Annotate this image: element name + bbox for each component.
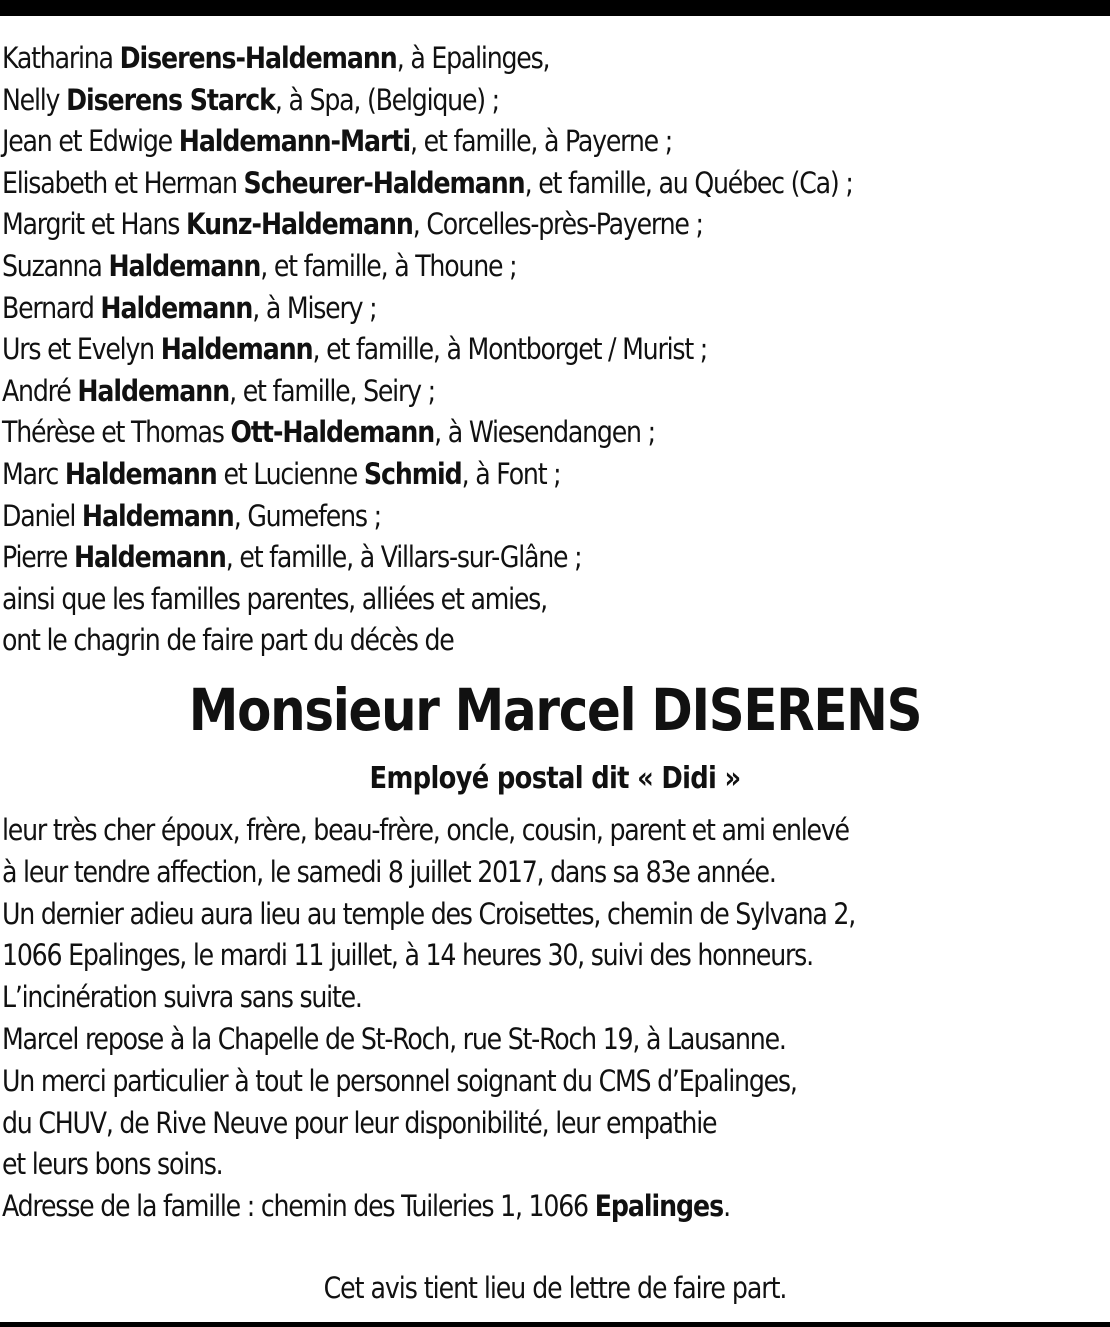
family-line	[2, 288, 964, 330]
line-text: , Gumefens ;	[233, 498, 381, 533]
family-line	[2, 620, 964, 662]
bottom-rule	[0, 1322, 1110, 1327]
line-text: André	[2, 373, 78, 408]
family-line	[2, 38, 964, 80]
closing-note: Cet avis tient lieu de lettre de faire part.	[323, 1271, 787, 1305]
body-line	[2, 935, 964, 977]
line-text: , et famille, au Québec (Ca) ;	[524, 165, 853, 200]
line-text: Urs et Evelyn	[2, 332, 161, 367]
family-line	[2, 204, 964, 246]
body-line	[2, 810, 964, 852]
line-text: , à Misery ;	[252, 290, 377, 325]
line-text: L’incinération suivra sans suite.	[2, 980, 362, 1015]
body-line	[2, 1144, 964, 1186]
line-text: , à Epalinges,	[396, 41, 550, 75]
line-text: à leur tendre affection, le samedi 8 juillet 2017, dans sa 83e année.	[2, 854, 776, 889]
line-text: ont le chagrin de faire part du décès de	[2, 623, 454, 658]
family-line	[2, 496, 964, 538]
deceased-name: Monsieur Marcel DISERENS	[188, 676, 922, 744]
line-text: et Lucienne	[216, 456, 364, 491]
family-line	[2, 329, 964, 371]
top-rule	[0, 0, 1110, 16]
body-line	[2, 852, 964, 894]
line-text: Thérèse et Thomas	[2, 415, 231, 450]
line-text: Pierre	[2, 540, 74, 575]
family-name: Haldemann	[73, 540, 226, 575]
line-text: ainsi que les familles parentes, alliées et amies,	[2, 581, 547, 616]
body-line	[2, 1019, 964, 1061]
family-name: Haldemann	[100, 290, 253, 325]
body-line	[2, 1061, 964, 1103]
line-text: .	[723, 1189, 730, 1224]
family-name: Haldemann	[64, 456, 217, 491]
body-line	[2, 1103, 964, 1145]
line-text: Katharina	[2, 41, 120, 75]
family-line	[2, 246, 964, 288]
line-text: Un dernier adieu aura lieu au temple des Croisettes, chemin de Sylvana 2,	[2, 896, 856, 931]
line-text: , et famille, à Payerne ;	[410, 124, 673, 159]
address-town: Epalinges	[594, 1189, 724, 1224]
family-line	[2, 454, 964, 496]
family-line	[2, 579, 964, 621]
announcement-body	[2, 810, 1108, 1228]
family-name: Kunz-Haldemann	[186, 207, 413, 242]
line-text: leur très cher époux, frère, beau-frère, oncle, cousin, parent et ami enlevé	[2, 813, 849, 847]
line-text: 1066 Epalinges, le mardi 11 juillet, à 14 heures 30, suivi des honneurs.	[2, 938, 813, 973]
line-text: , et famille, à Montborget / Murist ;	[312, 332, 708, 367]
family-name: Haldemann-Marti	[178, 124, 411, 159]
body-line	[2, 894, 964, 936]
line-text: Adresse de la famille : chemin des Tuileries 1, 1066	[2, 1189, 595, 1224]
line-text: , et famille, Seiry ;	[229, 373, 435, 408]
line-text: , et famille, à Thoune ;	[260, 248, 517, 283]
family-line	[2, 412, 964, 454]
family-name: Diserens Starck	[66, 82, 275, 117]
family-name: Haldemann	[81, 498, 234, 533]
line-text: Jean et Edwige	[2, 124, 179, 159]
family-line	[2, 371, 964, 413]
line-text: , Corcelles-près-Payerne ;	[412, 207, 703, 242]
family-name: Ott-Haldemann	[230, 415, 435, 450]
line-text: Margrit et Hans	[2, 207, 187, 242]
line-text: et leurs bons soins.	[2, 1147, 223, 1182]
family-name: Haldemann	[108, 248, 261, 283]
line-text: Un merci particulier à tout le personnel soignant du CMS d’Epalinges,	[2, 1063, 797, 1098]
family-name: Haldemann	[160, 332, 313, 367]
family-name: Haldemann	[77, 373, 230, 408]
line-text: Elisabeth et Herman	[2, 165, 244, 200]
family-line	[2, 80, 964, 122]
family-line	[2, 163, 964, 205]
family-name: Diserens-Haldemann	[119, 41, 397, 75]
family-line	[2, 537, 964, 579]
family-line	[2, 121, 964, 163]
deceased-subtitle: Employé postal dit « Didi »	[369, 761, 741, 796]
line-text: Daniel	[2, 498, 82, 533]
line-text: Marcel repose à la Chapelle de St-Roch, rue St-Roch 19, à Lausanne.	[2, 1021, 786, 1056]
family-list	[2, 38, 1108, 662]
body-line	[2, 977, 964, 1019]
line-text: du CHUV, de Rive Neuve pour leur disponibilité, leur empathie	[2, 1105, 717, 1140]
family-address-line	[2, 1186, 964, 1228]
family-name: Scheurer-Haldemann	[243, 165, 525, 200]
line-text: , à Spa, (Belgique) ;	[274, 82, 499, 117]
line-text: Bernard	[2, 290, 101, 325]
family-name: Schmid	[363, 456, 462, 491]
line-text: Suzanna	[2, 248, 109, 283]
line-text: Nelly	[2, 82, 67, 117]
line-text: , à Wiesendangen ;	[434, 415, 655, 450]
line-text: , à Font ;	[461, 456, 561, 491]
line-text: Marc	[2, 456, 65, 491]
line-text: , et famille, à Villars-sur-Glâne ;	[225, 540, 582, 575]
